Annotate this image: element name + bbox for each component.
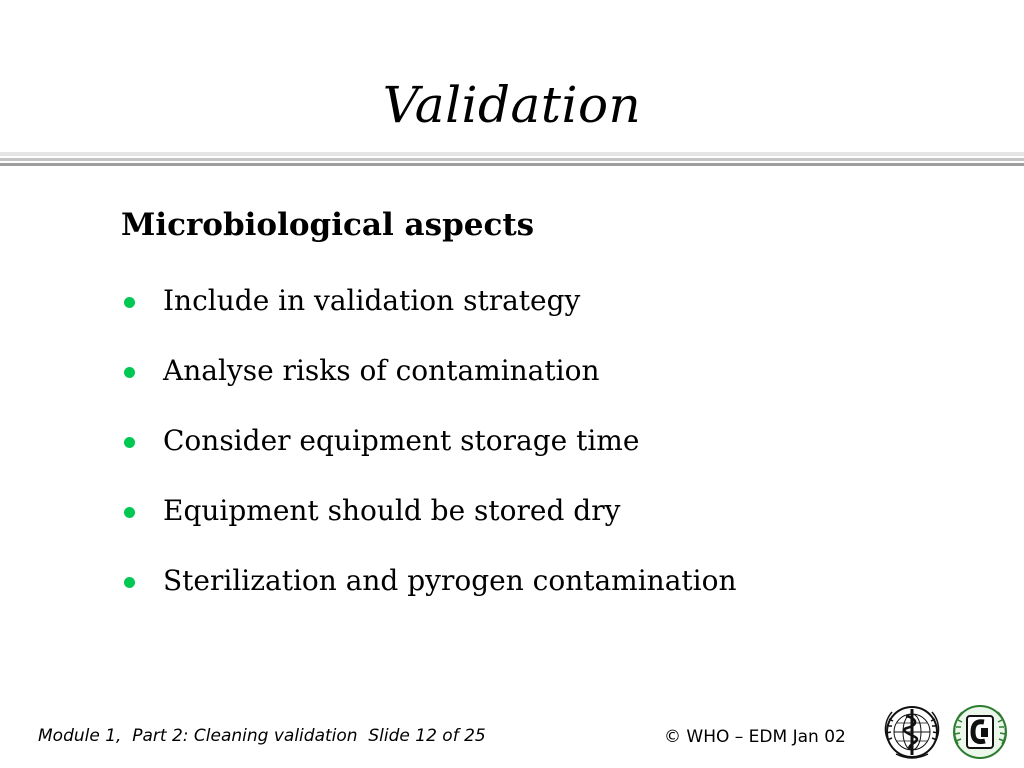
footer-module-info: Module 1, Part 2: Cleaning validation Slide 12 of 25 <box>38 726 486 746</box>
bullet-dot-icon <box>124 367 135 378</box>
divider-line-light <box>0 152 1024 156</box>
bullet-dot-icon <box>124 577 135 588</box>
bullet-dot-icon <box>124 437 135 448</box>
title-divider <box>0 150 1024 170</box>
footer-copyright: © WHO – EDM Jan 02 <box>664 727 846 747</box>
bullet-text: Consider equipment storage time <box>163 424 640 457</box>
section-heading: Microbiological aspects <box>121 207 535 243</box>
slide-title: Validation <box>382 76 642 134</box>
bullet-text: Analyse risks of contamination <box>163 354 600 387</box>
divider-line-medium <box>0 158 1024 161</box>
edm-emblem-icon <box>948 700 1012 764</box>
bullet-text: Equipment should be stored dry <box>163 494 621 527</box>
divider-line-dark <box>0 163 1024 166</box>
bullet-dot-icon <box>124 507 135 518</box>
bullet-text: Include in validation strategy <box>163 284 581 317</box>
who-emblem-icon <box>880 700 944 764</box>
bullet-text: Sterilization and pyrogen contamination <box>163 564 737 597</box>
bullet-dot-icon <box>124 297 135 308</box>
